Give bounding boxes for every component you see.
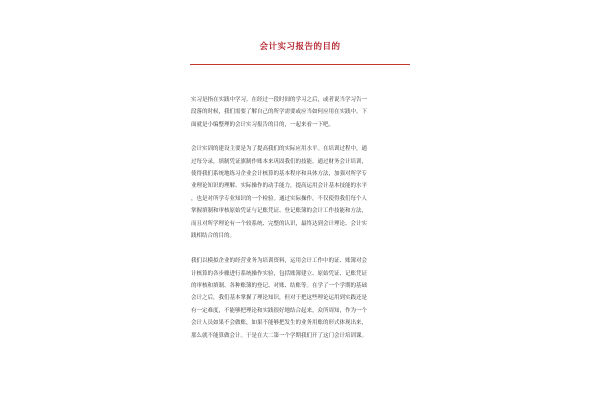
text-line: ，也是对所学专业知识的一个检验。通过实际操作，不仅使得我们每个人 bbox=[191, 195, 368, 202]
text-line: 过每分录，填制凭证旗制作账本来巩固我们的技能。通过财务会计培训， bbox=[191, 158, 368, 165]
text-line: 业理论知识的理解、实际操作的动手能力，提高运用会计基本技能的水平 bbox=[191, 183, 368, 190]
document-body bbox=[191, 94, 415, 355]
text-line: 而且对所学理论有一个较系统、完整的认识，最终达到会计理论、会计实 bbox=[191, 220, 368, 227]
paragraph-2 bbox=[191, 143, 415, 242]
text-line: 会计人员如果不会做账，如果不能够把发生的业务用账的形式体现出来， bbox=[191, 320, 368, 327]
text-line: 段落的时候，我们需要了解自己的所学需要或应当如何应用在实践中。下 bbox=[191, 109, 368, 116]
text-line: 会计之后，我们基本掌握了理论知识，但对于把这些理论运用到实践还是 bbox=[191, 295, 368, 302]
text-line: 那么就不能算做会计。于是在大二第一个学期我们开了这门会计培训课。 bbox=[191, 332, 368, 339]
text-line: 我们以模拟企业的经营业务为培训资料，运用会计工作中的证、账簿对会 bbox=[191, 258, 368, 265]
text-line: 践相结合的目的。 bbox=[191, 232, 236, 239]
text-line: 计核算的各步骤进行系统操作实验，包括账簿建立、原始凭证、记账凭证 bbox=[191, 270, 368, 277]
text-line: 的审核和填制、各种账簿的登记、对账、结账等。在学了一个学期的基础 bbox=[191, 283, 368, 290]
text-line: 面就是小编整理的会计实习报告的目的，一起来看一下吧。 bbox=[191, 121, 335, 128]
text-line: 会计实训的建设主要是为了提高我们的实际应用水平。在培训过程中，通 bbox=[191, 146, 368, 153]
title-divider bbox=[190, 64, 410, 65]
text-line: 掌握填制和审核原始凭证与记账凭证、登记账簿的会计工作技能和方法， bbox=[191, 208, 368, 215]
document-title: 会计实习报告的目的 bbox=[259, 42, 341, 52]
text-line: 实习是指在实践中学习。在经过一段时间的学习之后，或者说当学习告一 bbox=[191, 97, 368, 103]
text-line: 使得我们系统地练习企业会计核算的基本程序和具体方法，加强对所学专 bbox=[191, 170, 368, 177]
paragraph-3 bbox=[191, 255, 415, 342]
paragraph-1 bbox=[191, 94, 415, 131]
text-line: 有一定难度，不能够把理论和实践很好地结合起来。众所周知，作为一个 bbox=[191, 307, 368, 314]
